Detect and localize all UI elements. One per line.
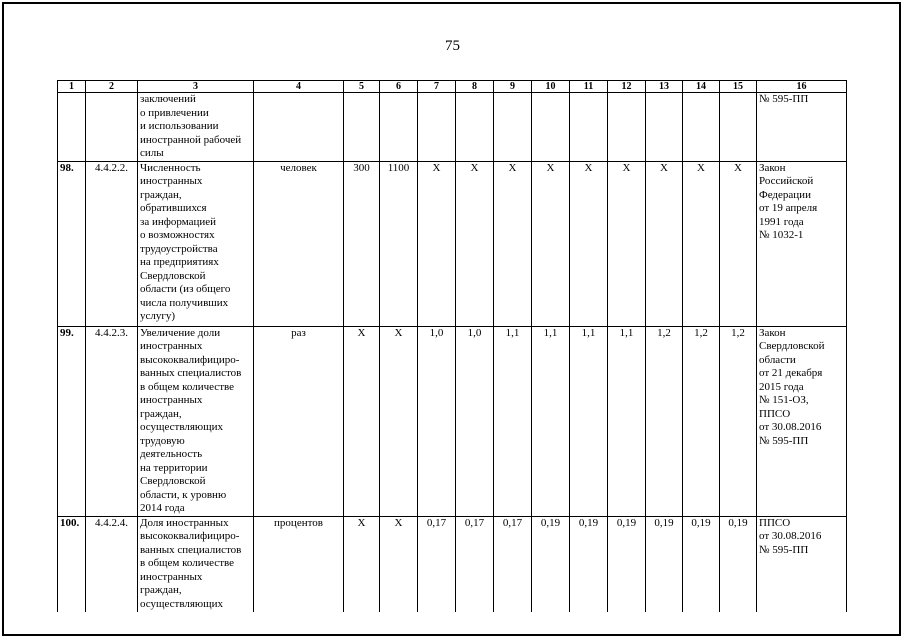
value-cell: 1,1 (494, 326, 532, 516)
value-cell: 0,19 (683, 516, 720, 612)
value-cell (646, 93, 683, 162)
column-header-9: 9 (494, 81, 532, 93)
value-cell (380, 93, 418, 162)
column-header-4: 4 (254, 81, 344, 93)
row-number: 98. (58, 161, 86, 326)
value-cell: 0,19 (720, 516, 757, 612)
row-number: 99. (58, 326, 86, 516)
page-number: 75 (445, 38, 460, 54)
value-cell: X (494, 161, 532, 326)
column-header-8: 8 (456, 81, 494, 93)
table-row (58, 516, 847, 612)
value-cell (456, 93, 494, 162)
legal-source: № 595-ПП (757, 93, 847, 162)
row-code: 4.4.2.3. (86, 326, 138, 516)
value-cell (494, 93, 532, 162)
indicator-name: Численность иностранных граждан, обратившихся за информацией о возможностях трудоустройства на предприятиях Свердловской области (из общего числа получивших услугу) (138, 161, 254, 326)
table-row (58, 93, 847, 162)
table-header-row (58, 81, 847, 93)
row-number (58, 93, 86, 162)
row-code: 4.4.2.4. (86, 516, 138, 612)
value-cell (720, 93, 757, 162)
column-header-6: 6 (380, 81, 418, 93)
value-cell: 1100 (380, 161, 418, 326)
value-cell: X (380, 326, 418, 516)
value-cell: X (608, 161, 646, 326)
column-header-11: 11 (570, 81, 608, 93)
value-cell: 1,0 (456, 326, 494, 516)
value-cell: 0,19 (646, 516, 683, 612)
column-header-1: 1 (58, 81, 86, 93)
value-cell: X (418, 161, 456, 326)
column-header-10: 10 (532, 81, 570, 93)
column-header-3: 3 (138, 81, 254, 93)
value-cell: 0,17 (494, 516, 532, 612)
value-cell: X (683, 161, 720, 326)
indicator-unit (254, 93, 344, 162)
value-cell: X (380, 516, 418, 612)
value-cell: 1,2 (646, 326, 683, 516)
column-header-12: 12 (608, 81, 646, 93)
value-cell: X (570, 161, 608, 326)
row-number: 100. (58, 516, 86, 612)
table-row (58, 161, 847, 326)
column-header-15: 15 (720, 81, 757, 93)
legal-source: Закон Российской Федерации от 19 апреля 1991 года № 1032-1 (757, 161, 847, 326)
indicator-unit: раз (254, 326, 344, 516)
value-cell: 0,19 (570, 516, 608, 612)
indicator-unit: человек (254, 161, 344, 326)
column-header-13: 13 (646, 81, 683, 93)
value-cell: 0,19 (608, 516, 646, 612)
value-cell: X (646, 161, 683, 326)
value-cell: X (532, 161, 570, 326)
column-header-5: 5 (344, 81, 380, 93)
value-cell (570, 93, 608, 162)
value-cell (532, 93, 570, 162)
legal-source: Закон Свердловской области от 21 декабря 2015 года № 151-ОЗ, ППСО от 30.08.2016 № 595-ПП (757, 326, 847, 516)
value-cell: 0,17 (456, 516, 494, 612)
value-cell: X (720, 161, 757, 326)
value-cell: 0,19 (532, 516, 570, 612)
row-code (86, 93, 138, 162)
indicator-name: Доля иностранных высококвалифициро- ванных специалистов в общем количестве иностранных граждан, осуществляющих (138, 516, 254, 612)
value-cell: 1,2 (720, 326, 757, 516)
value-cell: 1,2 (683, 326, 720, 516)
table-row (58, 326, 847, 516)
column-header-14: 14 (683, 81, 720, 93)
value-cell (418, 93, 456, 162)
value-cell: 0,17 (418, 516, 456, 612)
indicators-table (57, 80, 847, 612)
value-cell: 1,0 (418, 326, 456, 516)
column-header-2: 2 (86, 81, 138, 93)
indicator-unit: процентов (254, 516, 344, 612)
value-cell (344, 93, 380, 162)
value-cell: X (344, 326, 380, 516)
value-cell: 300 (344, 161, 380, 326)
value-cell: 1,1 (532, 326, 570, 516)
value-cell (683, 93, 720, 162)
value-cell: 1,1 (570, 326, 608, 516)
value-cell: 1,1 (608, 326, 646, 516)
value-cell: X (456, 161, 494, 326)
legal-source: ППСО от 30.08.2016 № 595-ПП (757, 516, 847, 612)
indicator-name: Увеличение доли иностранных высококвалифициро- ванных специалистов в общем количестве иностранных граждан, осуществляющих трудовую деятельность на территории Свердловской области, к уровню 2014 года (138, 326, 254, 516)
indicator-name: заключений о привлечении и использовании иностранной рабочей силы (138, 93, 254, 162)
column-header-16: 16 (757, 81, 847, 93)
value-cell: X (344, 516, 380, 612)
value-cell (608, 93, 646, 162)
row-code: 4.4.2.2. (86, 161, 138, 326)
column-header-7: 7 (418, 81, 456, 93)
